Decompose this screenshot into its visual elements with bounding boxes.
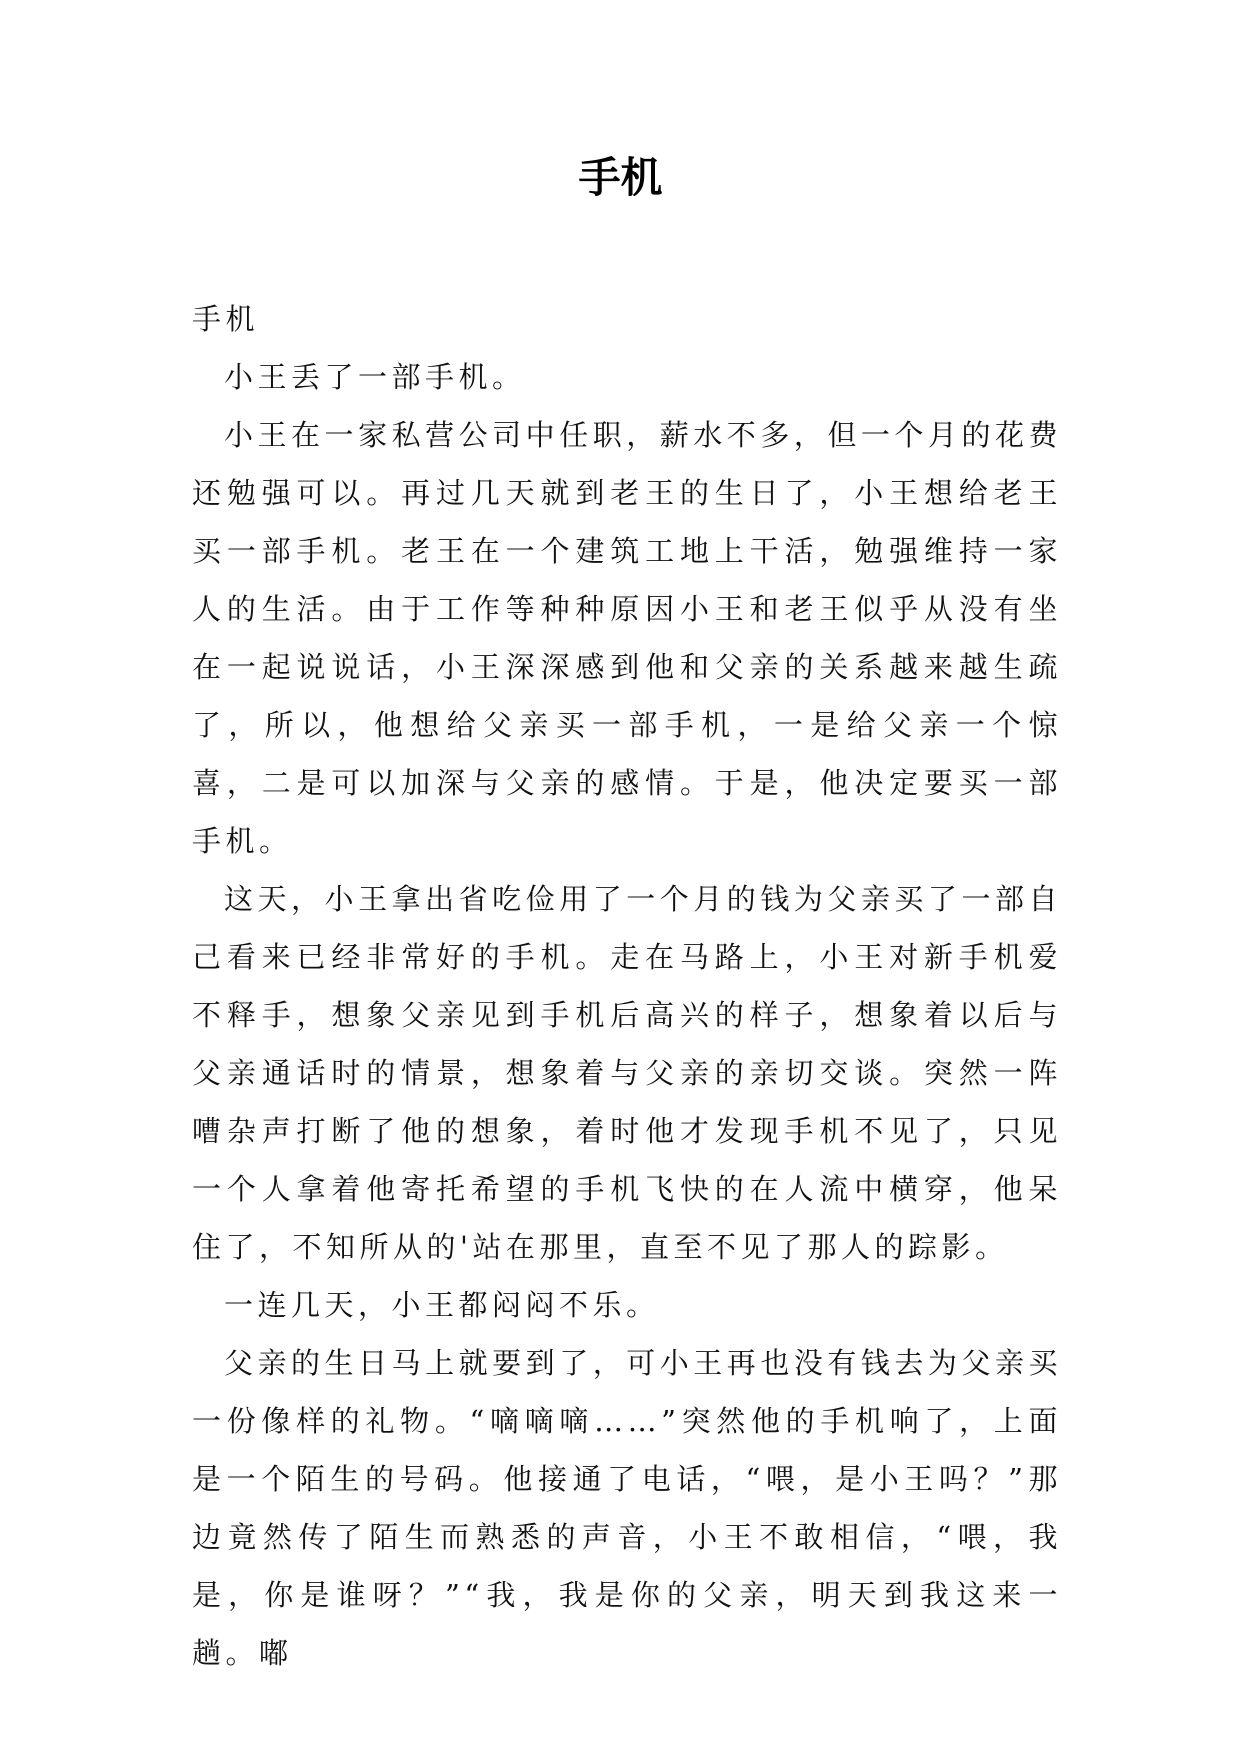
- document-title: 手机: [578, 153, 663, 202]
- paragraph: 这天，小王拿出省吃俭用了一个月的钱为父亲买了一部自己看来已经非常好的手机。走在马路上，小王对新手机爱不释手，想象父亲见到手机后高兴的样子，想象着以后与父亲通话时的情景，想象着与父亲的亲切交谈。突然一阵嘈杂声打断了他的想象，着时他才发现手机不见了，只见一个人拿着他寄托希望的手机飞快的在人流中横穿，他呆住了，不知所从的'站在那里，直至不见了那人的踪影。: [192, 882, 1062, 1264]
- paragraph: 小王在一家私营公司中任职，薪水不多，但一个月的花费还勉强可以。再过几天就到老王的生日了，小王想给老王买一部手机。老王在一个建筑工地上干活，勉强维持一家人的生活。由于工作等种种原因小王和老王似乎从没有坐在一起说说话，小王深深感到他和父亲的关系越来越生疏了，所以，他想给父亲买一部手机，一是给父亲一个惊喜，二是可以加深与父亲的感情。于是，他决定要买一部手机。: [192, 418, 1062, 858]
- document-body: [192, 290, 1062, 1682]
- paragraph: 一连几天，小王都闷闷不乐。: [224, 1288, 660, 1322]
- paragraph: 父亲的生日马上就要到了，可小王再也没有钱去为父亲买一份像样的礼物。“嘀嘀嘀……”突然他的手机响了，上面是一个陌生的号码。他接通了电话，“喂，是小王吗？”那边竟然传了陌生而熟悉的声音，小王不敢相信，“喂，我是，你是谁呀？”“我，我是你的父亲，明天到我这来一趟。嘟: [192, 1346, 1062, 1670]
- paragraph: 小王丢了一部手机。: [224, 360, 526, 394]
- document-subtitle: 手机: [192, 302, 260, 336]
